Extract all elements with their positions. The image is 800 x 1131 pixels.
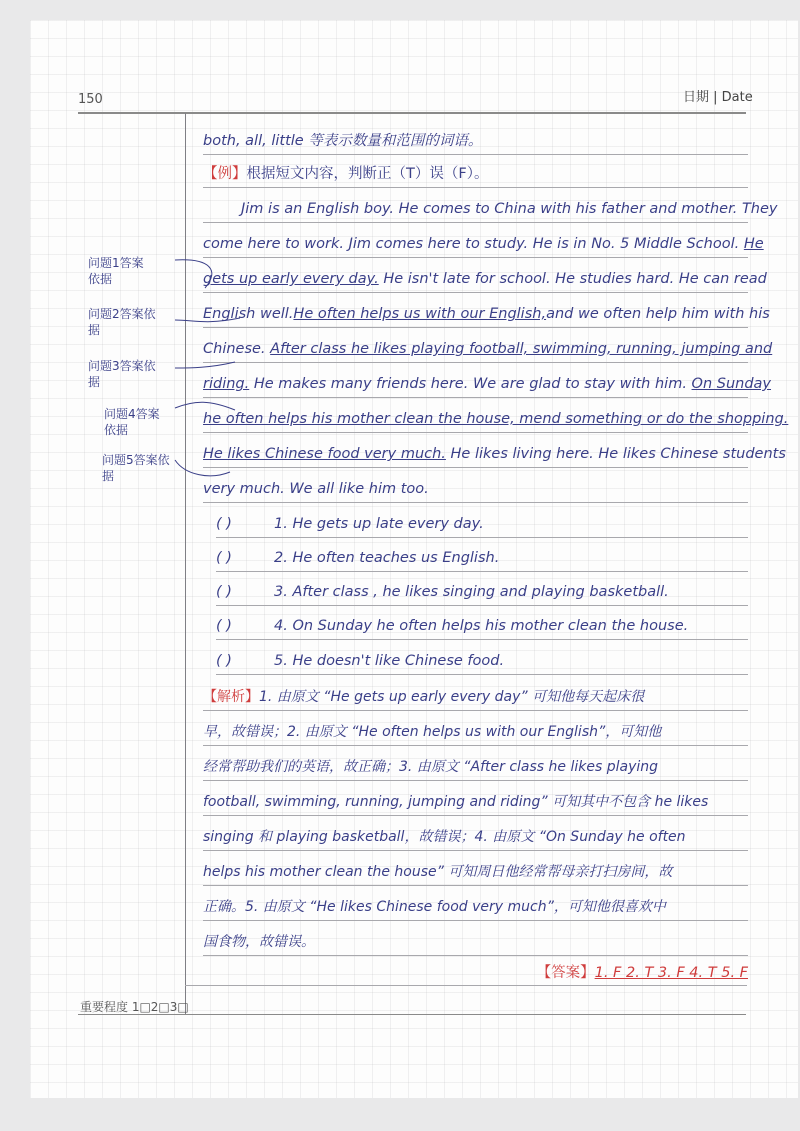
answer-rule: [185, 985, 747, 986]
margin-line: [185, 113, 186, 1015]
margin-note-1: 问题1答案依据: [88, 256, 144, 286]
answer-bracket-3[interactable]: ( ): [216, 584, 232, 600]
evidence-4: On Sunday: [691, 376, 772, 392]
margin-note-5: 问题5答案依据: [102, 453, 170, 483]
page-number: 150: [78, 92, 103, 107]
analysis-line-5: singing 和 playing basketball，故错误；4. 由原文 “On Sunday he often: [203, 826, 748, 851]
arrow-5: [175, 460, 230, 476]
passage-line-6: riding. He makes many friends here. We are glad to stay with him. On Sunday: [203, 373, 748, 398]
passage-line-4: English well.He often helps us with our English,and we often help him with his: [203, 303, 748, 328]
arrow-2: [175, 318, 240, 322]
analysis-label: 【解析】: [203, 689, 259, 705]
answer-label: 【答案】: [536, 965, 595, 981]
margin-note-3: 问题3答案依据: [88, 359, 156, 389]
analysis-line-3: 经常帮助我们的英语，故正确；3. 由原文 “After class he likes playing: [203, 756, 748, 781]
importance-rating: 重要程度 1□2□3□: [80, 1000, 189, 1014]
example-heading: [203, 163, 748, 188]
evidence-2: He often helps us with our English,: [293, 306, 547, 322]
passage-line-3-rest: He isn't late for school. He studies hard. He can read: [383, 271, 767, 287]
date-label: 日期 | Date: [683, 90, 753, 105]
analysis-line-7: 正确。5. 由原文 “He likes Chinese food very much”，可知他很喜欢中: [203, 896, 748, 921]
passage-line-7: he often helps his mother clean the house, mend something or do the shopping.: [203, 408, 748, 433]
evidence-5: He likes Chinese food very much.: [203, 446, 446, 462]
arrow-3: [175, 362, 235, 368]
passage-line-9: very much. We all like him too.: [203, 478, 748, 503]
example-instruction: 根据短文内容，判断正（T）误（F）。: [246, 166, 489, 182]
arrow-1: [175, 260, 212, 288]
question-1: ( ) 1. He gets up late every day.: [216, 513, 748, 538]
analysis-line-4: football, swimming, running, jumping and riding” 可知其中不包含 he likes: [203, 791, 748, 816]
evidence-3: After class he likes playing football, swimming, running, jumping and: [270, 341, 773, 357]
answer-bracket-4[interactable]: ( ): [216, 618, 232, 634]
header-rule: [78, 112, 746, 114]
passage-line-1: Jim is an English boy. He comes to China with his father and mother. They: [203, 198, 748, 223]
answer-line: [203, 962, 748, 986]
passage-line-8: He likes Chinese food very much. He likes living here. He likes Chinese students: [203, 443, 748, 468]
margin-note-2: 问题2答案依据: [88, 307, 156, 337]
arrow-4: [175, 402, 235, 410]
analysis-line-6: helps his mother clean the house” 可知周日他经常帮母亲打扫房间，故: [203, 861, 748, 886]
evidence-arrows: [150, 250, 240, 490]
analysis-line-1: 【解析】1. 由原文 “He gets up early every day” 可知他每天起床很: [203, 686, 748, 711]
intro-line: both, all, little 等表示数量和范围的词语。: [203, 130, 748, 155]
passage-line-3: [203, 268, 767, 293]
analysis-line-2: 早，故错误；2. 由原文 “He often helps us with our English”，可知他: [203, 721, 748, 746]
passage-line-2-he: He: [743, 236, 764, 252]
analysis-line-8: 国食物，故错误。: [203, 931, 748, 956]
answer-value: 1. F 2. T 3. F 4. T 5. F: [594, 965, 748, 981]
margin-note-4: 问题4答案依据: [104, 407, 160, 437]
example-label: 【例】: [203, 166, 247, 182]
question-2: ( ) 2. He often teaches us English.: [216, 547, 748, 572]
question-4: ( ) 4. On Sunday he often helps his mother clean the house.: [216, 615, 748, 640]
question-5: ( ) 5. He doesn't like Chinese food.: [216, 650, 748, 675]
passage-line-2: come here to work. Jim comes here to study. He is in No. 5 Middle School. He: [203, 233, 748, 258]
question-3: ( ) 3. After class , he likes singing and playing basketball.: [216, 581, 748, 606]
passage-line-5: Chinese. After class he likes playing football, swimming, running, jumping and: [203, 338, 748, 363]
evidence-1: gets up early every day.: [203, 271, 379, 287]
answer-bracket-1[interactable]: ( ): [216, 516, 232, 532]
answer-bracket-2[interactable]: ( ): [216, 550, 232, 566]
answer-bracket-5[interactable]: ( ): [216, 653, 232, 669]
